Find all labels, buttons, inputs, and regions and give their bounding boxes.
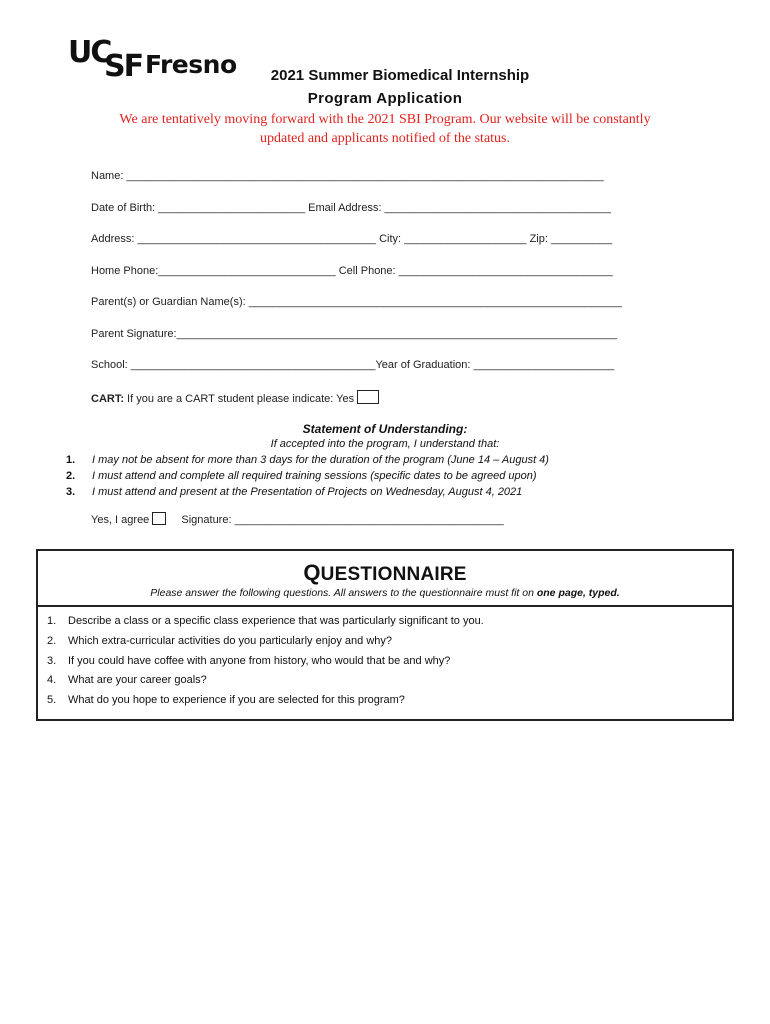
signature-field[interactable]: Signature: ____________________________________________ — [181, 514, 504, 526]
cart-text: If you are a CART student please indicate: Yes — [124, 393, 355, 405]
questionnaire-title-rest: UESTIONNAIRE — [320, 564, 467, 585]
statement-item — [66, 469, 549, 485]
phone-field[interactable]: Home Phone:_____________________________ Cell Phone: ___________________________________ — [91, 265, 613, 277]
name-field[interactable]: Name: ______________________________________________________________________________ — [91, 170, 604, 182]
agree-checkbox[interactable] — [152, 512, 166, 525]
question-number: 3. — [47, 654, 57, 667]
question-text: If you could have coffee with anyone from history, who would that be and why? — [68, 654, 451, 667]
statement-item-number: 3. — [66, 485, 76, 498]
parent-signature-field[interactable]: Parent Signature:________________________________________________________________________ — [91, 328, 618, 340]
statement-item-text: I must attend and present at the Presentation of Projects on Wednesday, August 4, 2021 — [92, 485, 523, 498]
statement-subtitle: If accepted into the program, I understand that: — [270, 438, 500, 450]
questionnaire-title — [0, 560, 770, 586]
question-text: What are your career goals? — [68, 674, 207, 687]
questionnaire-note-emphasis: one page, typed. — [536, 587, 620, 599]
status-notice: We are tentatively moving forward with the 2021 SBI Program. Our website will be constantly updated and applicants notified of the status. — [119, 112, 651, 146]
questionnaire-list — [47, 612, 484, 711]
question-text: What do you hope to experience if you are selected for this program? — [68, 694, 405, 707]
question-number: 2. — [47, 634, 57, 647]
agree-label: Yes, I agree — [91, 514, 150, 526]
question-number: 5. — [47, 694, 57, 707]
question-number: 1. — [47, 615, 57, 627]
question-item — [47, 632, 484, 652]
logo-fresno: Fresno — [145, 50, 237, 79]
statement-item — [66, 453, 549, 469]
agree-row — [91, 512, 504, 526]
statement-title: Statement of Understanding: — [302, 422, 468, 436]
question-item — [47, 652, 484, 672]
logo-sf: SF — [104, 49, 143, 84]
statement-list — [66, 453, 549, 500]
question-item — [47, 671, 484, 691]
application-title-line1: 2021 Summer Biomedical Internship — [270, 67, 530, 84]
guardian-field[interactable]: Parent(s) or Guardian Name(s): _____________________________________________________________ — [91, 296, 622, 308]
statement-item — [66, 485, 549, 501]
cart-yes-checkbox[interactable] — [357, 390, 379, 404]
application-title-line2: Program Application — [307, 90, 463, 107]
questionnaire-title-initial: Q — [303, 560, 321, 585]
cart-row — [91, 390, 379, 405]
statement-item-number: 2. — [66, 469, 76, 482]
question-number: 4. — [47, 674, 57, 687]
questionnaire-note-text: Please answer the following questions. All answers to the questionnaire must fit on — [150, 587, 537, 599]
logo-uc: UC — [68, 35, 111, 70]
school-field[interactable]: School: ________________________________________Year of Graduation: _______________________ — [91, 359, 615, 371]
question-text: Which extra-curricular activities do you particularly enjoy and why? — [68, 634, 393, 647]
dob-email-field[interactable]: Date of Birth: ________________________ Email Address: _____________________________________ — [91, 202, 611, 214]
question-text: Describe a class or a specific class experience that was particularly significant to you. — [68, 615, 484, 627]
cart-label: CART: — [91, 393, 124, 405]
statement-item-text: I may not be absent for more than 3 days for the duration of the program (June 14 – August 4) — [92, 454, 549, 466]
statement-item-text: I must attend and complete all required training sessions (specific dates to be agreed upon) — [92, 469, 537, 482]
questionnaire-note — [0, 587, 770, 599]
address-field[interactable]: Address: _______________________________________ City: ____________________ Zip: __________ — [91, 233, 613, 245]
question-item — [47, 612, 484, 632]
statement-item-number: 1. — [66, 454, 76, 466]
question-item — [47, 691, 484, 711]
